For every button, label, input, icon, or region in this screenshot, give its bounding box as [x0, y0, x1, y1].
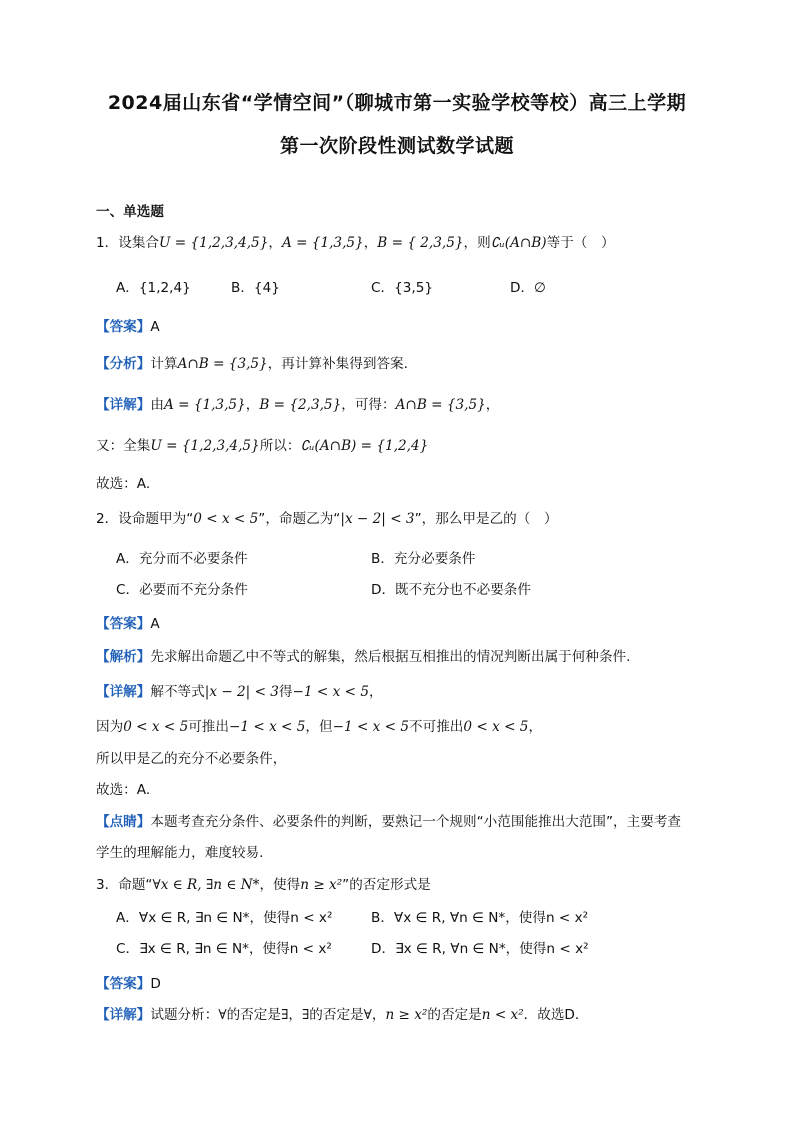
q1-detail: 【详解】由A = {1,3,5}，B = {2,3,5}，可得：A∩B = {3,5}， [96, 397, 500, 413]
q2-option-a: A．充分而不必要条件 [116, 551, 248, 567]
q1-option-c: C．{3,5} [371, 280, 434, 296]
q2-detail: 【详解】解不等式|x − 2| < 3得−1 < x < 5， [96, 684, 383, 700]
q1-analysis: 【分析】计算A∩B = {3,5}，再计算补集得到答案. [96, 356, 408, 372]
q3-detail: 【详解】试题分析：∀的否定是∃，∃的否定是∀，n ≥ x²的否定是n < x²．故选D． [96, 1007, 589, 1023]
q3-stem: 3．命题“∀x ∈ R, ∃n ∈ N*，使得n ≥ x²”的否定形式是 [96, 877, 431, 893]
q1-option-b: B．{4} [231, 280, 280, 296]
q3-option-a: A．∀x ∈ R, ∃n ∈ N*，使得n < x² [116, 910, 333, 926]
section-heading: 一、单选题 [96, 204, 164, 220]
q1-conclusion: 故选：A. [96, 476, 151, 492]
doc-title-line1: 2024届山东省“学情空间”（聊城市第一实验学校等校）高三上学期 [107, 92, 687, 114]
q2-comment-line2: 学生的理解能力，难度较易. [96, 845, 264, 861]
q1-detail-line2: 又：全集U = {1,2,3,4,5}所以：∁ᵤ(A∩B) = {1,2,4} [96, 438, 429, 454]
q2-answer: 【答案】A [96, 616, 160, 632]
q1-stem: 1．设集合U = {1,2,3,4,5}，A = {1,3,5}，B = { 2,3,5}，则∁ᵤ(A∩B)等于（ ） [96, 235, 615, 251]
q3-option-b: B．∀x ∈ R, ∀n ∈ N*，使得n < x² [371, 910, 589, 926]
q1-option-d: D．∅ [510, 280, 546, 296]
q3-option-c: C．∃x ∈ R, ∃n ∈ N*，使得n < x² [116, 941, 332, 957]
q2-option-c: C．必要而不充分条件 [116, 582, 248, 598]
q3-answer: 【答案】D [96, 976, 161, 992]
q2-analysis: 【解析】先求解出命题乙中不等式的解集，然后根据互相推出的情况判断出属于何种条件. [96, 649, 631, 665]
q1-option-a: A．{1,2,4} [116, 280, 191, 296]
q2-comment: 【点睛】本题考查充分条件、必要条件的判断，要熟记一个规则“小范围能推出大范围”，主要考查 [96, 814, 682, 830]
doc-title-line2: 第一次阶段性测试数学试题 [279, 135, 514, 157]
q2-stem: 2．设命题甲为“0 < x < 5”，命题乙为“|x − 2| < 3”，那么甲是乙的（ ） [96, 511, 558, 527]
q3-option-d: D．∃x ∈ R, ∀n ∈ N*，使得n < x² [371, 941, 589, 957]
q2-detail-line3: 所以甲是乙的充分不必要条件， [96, 751, 287, 767]
q2-detail-line2: 因为0 < x < 5可推出−1 < x < 5，但−1 < x < 5不可推出0 < x < 5， [96, 719, 543, 735]
q2-option-b: B．充分必要条件 [371, 551, 476, 567]
q2-option-d: D．既不充分也不必要条件 [371, 582, 531, 598]
q1-answer: 【答案】A [96, 319, 160, 335]
q2-conclusion: 故选：A. [96, 782, 151, 798]
